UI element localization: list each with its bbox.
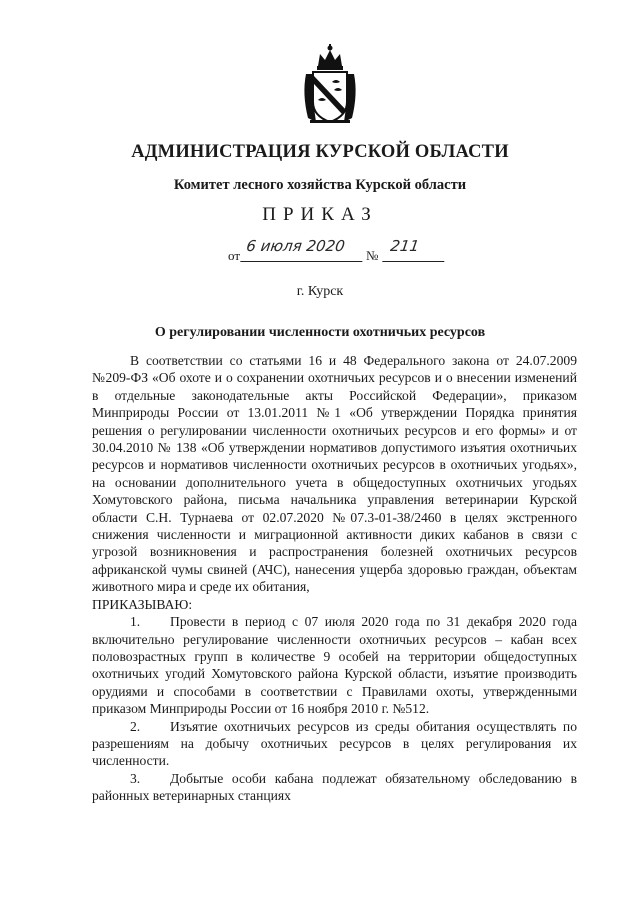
coat-of-arms-icon <box>298 44 362 126</box>
handwritten-number: 211 <box>382 237 448 262</box>
item-number: 2. <box>130 718 141 734</box>
order-item-2 <box>92 718 577 770</box>
coat-of-arms-emblem <box>298 44 362 126</box>
item-text: Добытые особи кабана подлежат обязательному обследованию в районных ветеринарных станциях <box>92 770 577 804</box>
preamble-paragraph: В соответствии со статьями 16 и 48 Федерального закона от 24.07.2009 №209-ФЗ «Об охоте и о сохранении охотничьих ресурсов и о внесении изменений в отдельные законодательные акты Российской Федерации», приказом Минприроды России от 13.01.2011 №1 «Об утверждении Порядка принятия решения о регулировании численности охотничьих ресурсов и его формы» и от 30.04.2010 № 138 «Об утверждении нормативов допустимого изъятия охотничьих ресурсов и нормативов численности охотничьих ресурсов в охотничьих угодьях», на основании дополнительного учета в общедоступных охотничьих угодьях Хомутовского района, письма начальника управления ветеринарии Курской области С.Н. Турнаева от 02.07.2020 №07.3-01-38/2460 в целях экстренного снижения численности и миграционной активности диких кабанов в связи с угрозой возникновения и распространения болезней охотничьих ресурсов африканской чумы свиней (АЧС), нанесения ущерба здоровью граждан, объектам животного мира и среде их обитания, <box>92 353 577 595</box>
document-type: ПРИКАЗ <box>262 204 378 225</box>
handwritten-date: 6 июля 2020 <box>240 237 366 262</box>
item-text: Изъятие охотничьих ресурсов из среды обитания осуществлять по разрешениям на добычу охотничьих ресурсов в целях регулирования их численности. <box>92 718 577 769</box>
order-word: ПРИКАЗЫВАЮ: <box>92 596 193 612</box>
order-date-number-line <box>228 237 448 267</box>
organization-title: АДМИНИСТРАЦИЯ КУРСКОЙ ОБЛАСТИ <box>131 142 509 162</box>
number-label: № <box>366 248 379 263</box>
city-line: г. Курск <box>296 284 344 299</box>
order-subject: О регулировании численности охотничьих ресурсов <box>154 325 486 340</box>
item-number: 1. <box>130 614 141 630</box>
item-number: 3. <box>130 770 141 786</box>
order-item-1 <box>92 613 577 717</box>
item-text: Провести в период с 07 июля 2020 года по 31 декабря 2020 года включительно регулирование численности охотничьих ресурсов – кабан всех половозрастных групп в количестве 9 особей на территории общедоступных охотничьих угодий Хомутовского района Курской области, изъятие производить орудиями и способами в соответствии с Правилами охоты, утвержденными приказом Минприроды России от 16 ноября 2010 г. №512. <box>92 614 577 717</box>
committee-name: Комитет лесного хозяйства Курской области <box>173 177 467 193</box>
order-item-3 <box>92 770 577 805</box>
order-body <box>92 352 577 805</box>
date-label: от <box>228 248 241 263</box>
